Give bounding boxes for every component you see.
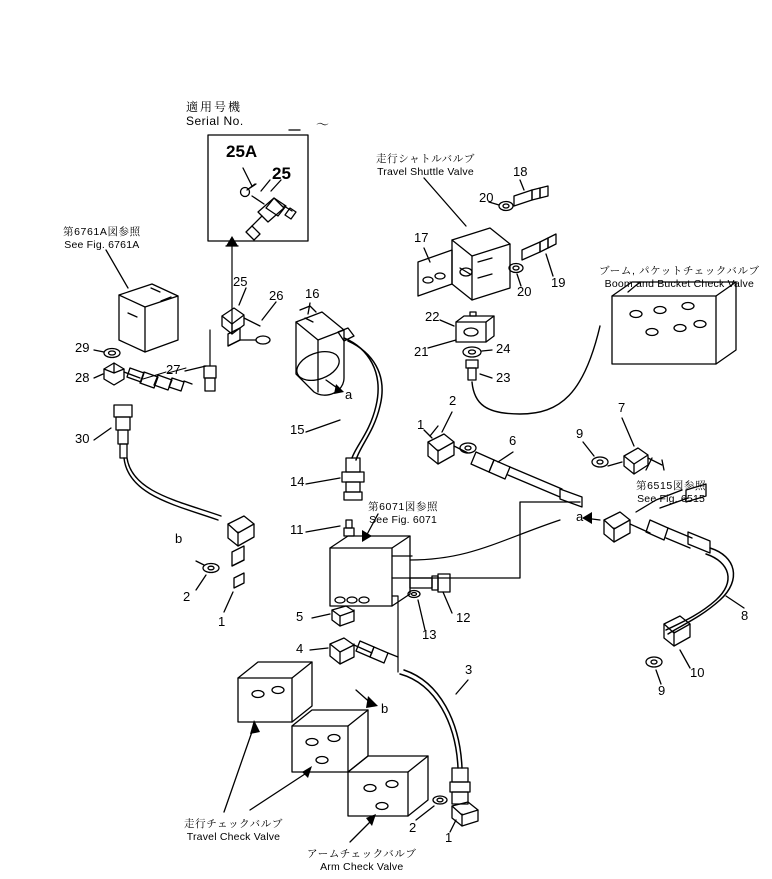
part-number-12: 12 (456, 610, 471, 625)
serial-no-jp: 適用号機 (186, 100, 243, 114)
leader-14 (306, 478, 340, 484)
washer-20-b (509, 264, 523, 273)
part-number-23: 23 (496, 370, 511, 385)
part-number-29: 29 (75, 340, 90, 355)
fitting-7 (624, 448, 662, 474)
serial-no-en: Serial No. (186, 114, 244, 128)
leader-26 (262, 302, 276, 320)
leader-10 (680, 650, 690, 668)
leader-12 (443, 592, 452, 613)
leader-25 (239, 288, 246, 305)
leader-5 (312, 614, 330, 618)
leader-4 (310, 648, 328, 650)
leader-9-b (656, 670, 661, 684)
centre-valve-block (330, 520, 410, 606)
serial-no-label (186, 100, 244, 128)
fitting-10 (664, 616, 690, 646)
leader-15 (306, 420, 340, 432)
washer-9-a (592, 457, 608, 467)
leader-7 (622, 418, 634, 446)
part-number-16: 16 (305, 286, 320, 301)
bolt-23 (466, 360, 478, 380)
part-number-2-left: 2 (183, 589, 191, 604)
hose-6 (471, 452, 582, 507)
washer-2-mid (460, 443, 476, 453)
part-number-26: 26 (269, 288, 284, 303)
part-number-1-mid: 1 (417, 417, 425, 432)
round-valve-16 (293, 306, 344, 395)
part-number-9-b: 9 (658, 683, 666, 698)
leader-11 (306, 526, 340, 532)
caption-see-fig-6071: 第6071図参照 See Fig. 6071 (368, 501, 439, 526)
washer-9-b (646, 657, 662, 667)
fitting-4 (330, 638, 398, 664)
caption-travel-check-valve: 走行チェックバルブ Travel Check Valve (184, 818, 283, 843)
part-number-17: 17 (414, 230, 429, 245)
arm-check-valve-block (348, 756, 428, 816)
leader-16 (308, 303, 310, 314)
part-number-5: 5 (296, 609, 304, 624)
leader-9-a (583, 442, 594, 456)
part-number-11: 11 (290, 522, 304, 537)
travel-check-valve-block-1 (238, 662, 312, 722)
washer-20-a (499, 202, 513, 211)
washer-2-bottom (433, 796, 447, 804)
leader-22 (440, 320, 454, 326)
caption-see-fig-6515: 第6515図参照 See Fig. 6515 (636, 480, 707, 505)
part-number-6: 6 (509, 433, 517, 448)
fitting-a-right (604, 512, 710, 553)
bolt-18 (514, 186, 548, 206)
part-number-10: 10 (690, 665, 705, 680)
bolt-19 (522, 234, 556, 260)
part-number-8: 8 (741, 608, 749, 623)
part-number-22: 22 (425, 309, 440, 324)
part-number-7: 7 (618, 400, 626, 415)
marker-a-centre: a (345, 387, 353, 402)
part-number-3: 3 (465, 662, 473, 677)
part-number-20-a: 20 (479, 190, 494, 205)
callout-25a: 25A (226, 142, 258, 161)
leader-19 (546, 254, 553, 276)
part-number-20-b: 20 (517, 284, 532, 299)
small-valve-21-22 (456, 312, 494, 342)
marker-b-left: b (175, 531, 183, 546)
part-number-14: 14 (290, 474, 305, 489)
caption-travel-shuttle-valve: 走行シャトルバルブ Travel Shuttle Valve (376, 153, 475, 178)
left-valve-block (119, 284, 178, 352)
serial-range-mark: ～ (316, 117, 330, 132)
travel-check-valve-block-2 (292, 710, 368, 772)
fitting-14 (342, 458, 364, 500)
serial-inset-box (208, 135, 308, 241)
callout-25-inset: 25 (272, 164, 291, 183)
part-number-2-bottom: 2 (409, 820, 417, 835)
part-number-19: 19 (551, 275, 566, 290)
part-number-21: 21 (414, 344, 429, 359)
washer-16-a (256, 336, 270, 344)
part-number-15: 15 (290, 422, 305, 437)
fitting-1-left (228, 516, 254, 588)
leader-8 (726, 596, 744, 608)
fitting-5 (332, 606, 354, 626)
part-number-4: 4 (296, 641, 304, 656)
part-number-30: 30 (75, 431, 90, 446)
caption-boom-bucket-check-valve: ブーム, パケットチェックバルブ Boom and Bucket Check Valve (599, 265, 760, 290)
leader-travel-shuttle (424, 178, 466, 226)
marker-a-right: a (576, 509, 584, 524)
inset-leader-25a (243, 168, 252, 186)
washer-24 (463, 347, 481, 357)
leader-6 (498, 452, 513, 462)
part-number-2-mid: 2 (449, 393, 457, 408)
leader-2-mid (442, 412, 452, 432)
part-number-1-left: 1 (218, 614, 226, 629)
part-number-1-bottom: 1 (445, 830, 453, 845)
leader-3 (456, 680, 468, 694)
caption-arm-check-valve: アームチェックバルブ Arm Check Valve (307, 848, 417, 873)
part-number-27: 27 (166, 362, 181, 377)
leader-21 (428, 340, 456, 348)
part-number-9-a: 9 (576, 426, 584, 441)
washer-2-left (203, 564, 219, 573)
leader-13 (418, 600, 425, 630)
leader-18 (520, 180, 524, 190)
leader-fig6761a (106, 250, 128, 288)
marker-b-bottom: b (381, 701, 389, 716)
inset-fitting (241, 180, 297, 240)
boom-bucket-check-valve-block (612, 282, 736, 364)
travel-shuttle-valve-block (452, 228, 510, 300)
fitting-1-bottom (450, 768, 478, 826)
part-number-18: 18 (513, 164, 528, 179)
plate-17 (418, 250, 452, 296)
washer-29 (104, 349, 120, 358)
fitting-30 (114, 405, 132, 458)
part-number-24: 24 (496, 341, 511, 356)
part-number-13: 13 (422, 627, 437, 642)
caption-see-fig-6761a: 第6761A図参照 See Fig. 6761A (63, 226, 141, 251)
part-number-25: 25 (233, 274, 248, 289)
leader-b-left (196, 561, 204, 565)
part-number-28: 28 (75, 370, 90, 385)
